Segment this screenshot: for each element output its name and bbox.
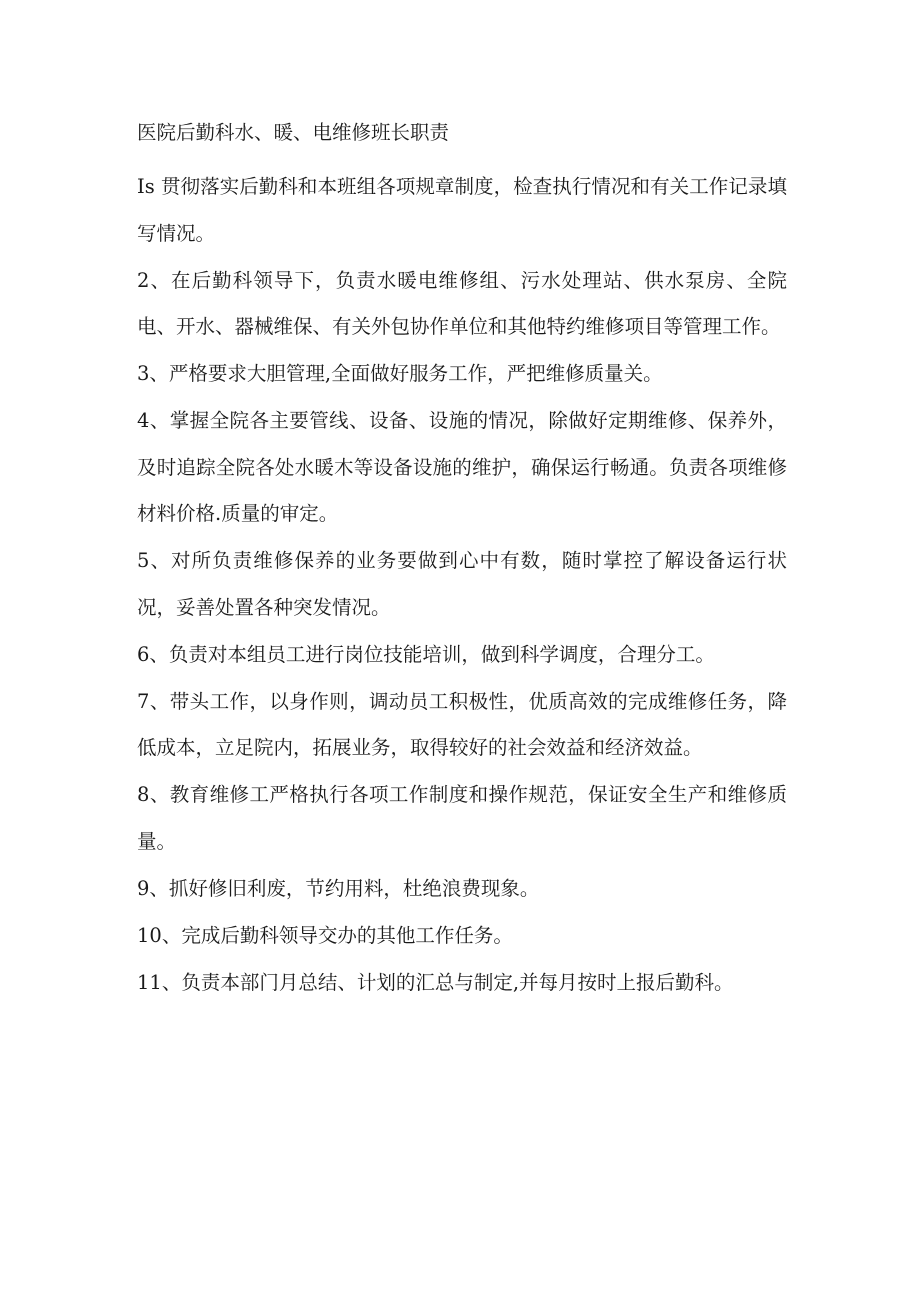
duty-item-7: 7、带头工作，以身作则，调动员工积极性，优质高效的完成维修任务，降低成本，立足院内，拓展业务，取得较好的社会效益和经济效益。	[137, 689, 787, 759]
duty-item-4: 4、掌握全院各主要管线、设备、设施的情况，除做好定期维修、保养外，及时追踪全院各处水暖木等设备设施的维护，确保运行畅通。负责各项维修材料价格.质量的审定。	[137, 409, 787, 525]
duty-item-11: 11、负责本部门月总结、计划的汇总与制定,并每月按时上报后勤科。	[137, 970, 734, 994]
duty-list	[137, 164, 787, 1007]
document-title: 医院后勤科水、暖、电维修班长职责	[137, 121, 450, 144]
duty-item-9: 9、抓好修旧利废，节约用料，杜绝浪费现象。	[137, 876, 540, 900]
duty-item-3: 3、严格要求大胆管理,全面做好服务工作，严把维修质量关。	[137, 362, 663, 385]
duty-item-8: 8、教育维修工严格执行各项工作制度和操作规范，保证安全生产和维修质量。	[137, 783, 787, 853]
duty-item-5: 5、对所负责维修保养的业务要做到心中有数，随时掌控了解设备运行状况，妥善处置各种突发情况。	[137, 549, 787, 619]
duty-item-10: 10、完成后勤科领导交办的其他工作任务。	[137, 923, 513, 947]
duty-item-6: 6、负责对本组员工进行岗位技能培训，做到科学调度，合理分工。	[137, 642, 715, 666]
duty-item-1: Is 贯彻落实后勤科和本班组各项规章制度，检查执行情况和有关工作记录填写情况。	[137, 175, 787, 245]
duty-item-2: 2、在后勤科领导下，负责水暖电维修组、污水处理站、供水泵房、全院电、开水、器械维保、有关外包协作单位和其他特约维修项目等管理工作。	[137, 268, 787, 338]
